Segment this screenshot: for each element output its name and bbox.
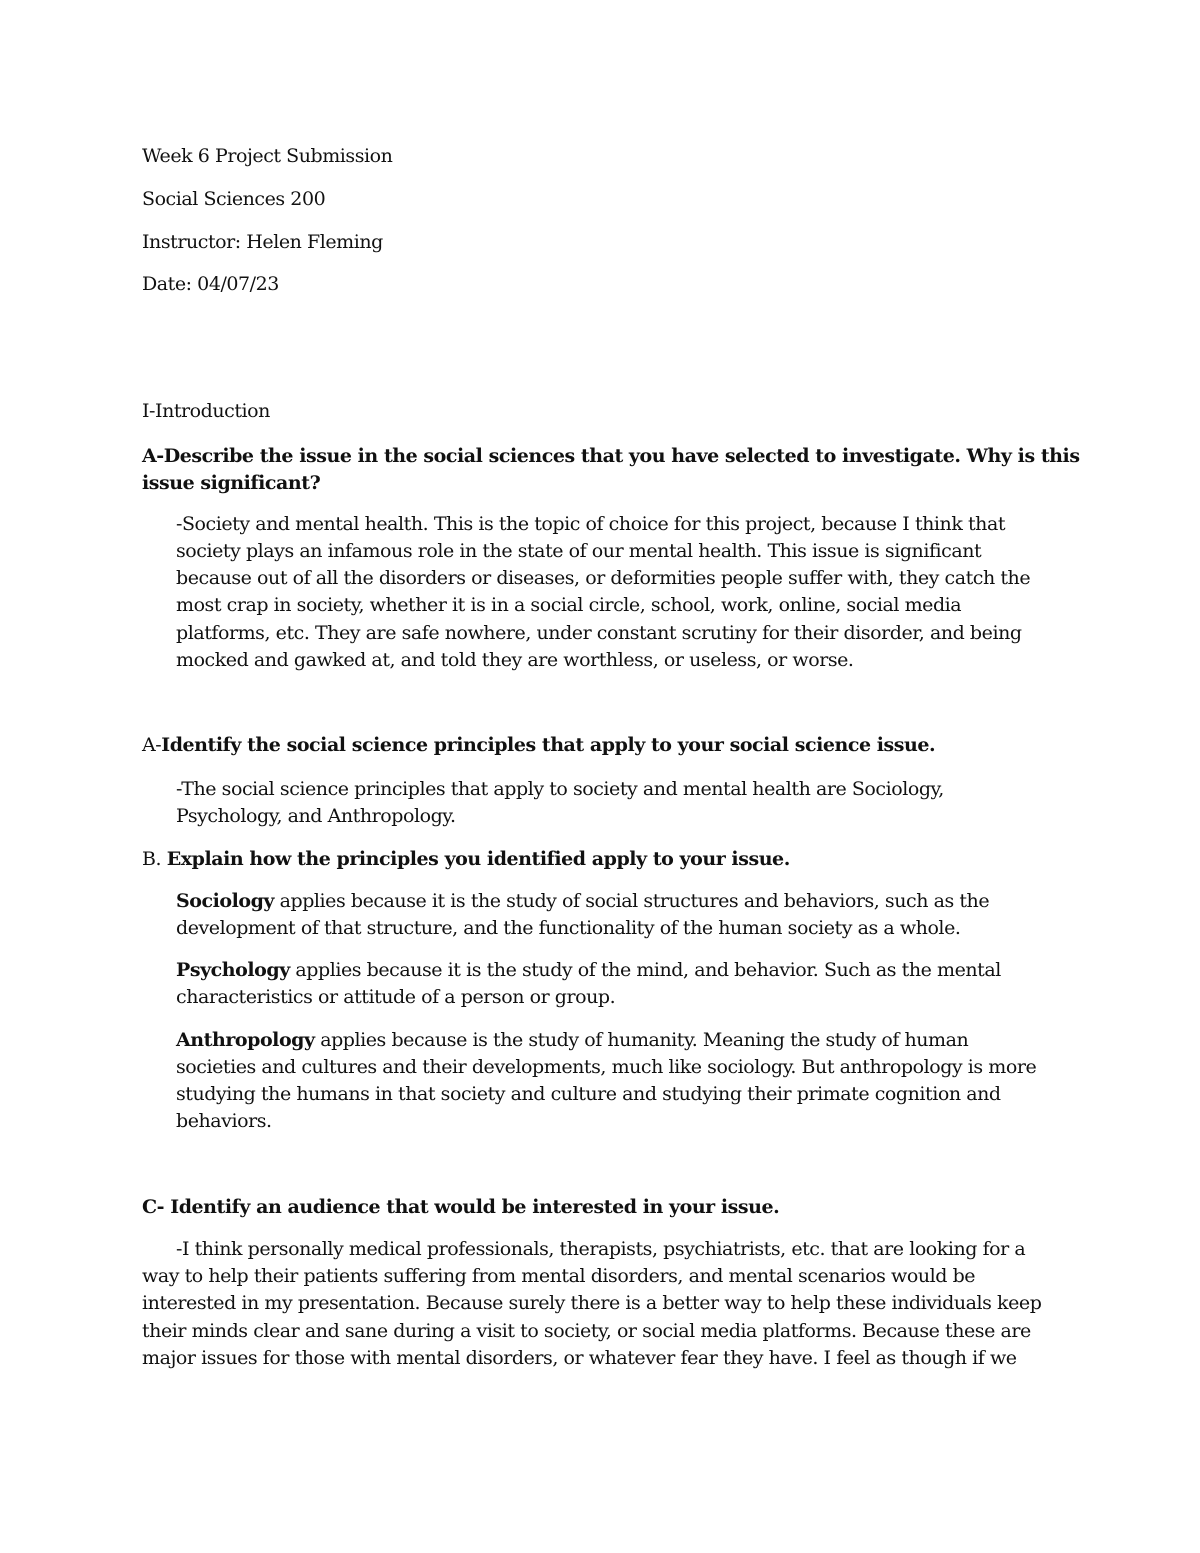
anthropology-text: applies because is the study of humanity. Meaning the study of human <box>314 1029 969 1051</box>
question-b <box>142 846 790 873</box>
question-b-prefix: B. <box>142 848 167 870</box>
anthropology-line-2: societies and cultures and their developments, much like sociology. But anthropology is more <box>176 1056 1037 1078</box>
answer-c-line: interested in my presentation. Because surely there is a better way to help these individuals keep <box>142 1292 1042 1314</box>
answer-c-line: way to help their patients suffering from mental disorders, and mental scenarios would be <box>142 1265 976 1287</box>
question-b-heading: Explain how the principles you identified apply to your issue. <box>166 848 790 870</box>
anthropology-line-4: behaviors. <box>176 1110 272 1132</box>
answer-a-describe-line: society plays an infamous role in the state of our mental health. This issue is significant <box>176 540 982 562</box>
submission-date: Date: 04/07/23 <box>142 273 279 295</box>
anthropology-term: Anthropology <box>176 1029 315 1051</box>
answer-c-line-1: -I think personally medical professionals, therapists, psychiatrists, etc. that are looking for a <box>176 1238 1026 1260</box>
question-a-identify-heading: Identify the social science principles that apply to your social science issue. <box>161 734 936 756</box>
psychology-line-1 <box>176 957 1001 984</box>
question-a-identify <box>142 732 935 759</box>
document-title: Week 6 Project Submission <box>142 145 393 167</box>
sociology-term: Sociology <box>176 890 275 912</box>
psychology-term: Psychology <box>176 959 290 981</box>
question-a-describe-line-2: issue significant? <box>142 472 321 494</box>
answer-a-describe-line: mocked and gawked at, and told they are worthless, or useless, or worse. <box>176 649 854 671</box>
answer-a-describe-line: -Society and mental health. This is the topic of choice for this project, because I think that <box>176 513 1006 535</box>
question-c-heading: C- Identify an audience that would be interested in your issue. <box>142 1196 780 1218</box>
section-heading-introduction: I-Introduction <box>142 400 270 422</box>
answer-c-line: their minds clear and sane during a visit to society, or social media platforms. Because these are <box>142 1320 1031 1342</box>
anthropology-line-1 <box>176 1027 968 1054</box>
sociology-line-2: development of that structure, and the functionality of the human society as a whole. <box>176 917 961 939</box>
psychology-line-2: characteristics or attitude of a person or group. <box>176 986 616 1008</box>
instructor-name: Instructor: Helen Fleming <box>142 231 383 253</box>
sociology-line-1 <box>176 888 989 915</box>
answer-a-describe-line: because out of all the disorders or diseases, or deformities people suffer with, they catch the <box>176 567 1031 589</box>
answer-a-describe-line: platforms, etc. They are safe nowhere, under constant scrutiny for their disorder, and being <box>176 622 1022 644</box>
anthropology-line-3: studying the humans in that society and culture and studying their primate cognition and <box>176 1083 1001 1105</box>
answer-a-describe-line: most crap in society, whether it is in a social circle, school, work, online, social media <box>176 594 962 616</box>
answer-a-identify-line: Psychology, and Anthropology. <box>176 805 456 827</box>
psychology-text: applies because it is the study of the mind, and behavior. Such as the mental <box>289 959 1001 981</box>
answer-a-identify-line: -The social science principles that apply to society and mental health are Sociology, <box>176 778 944 800</box>
answer-c-line: major issues for those with mental disorders, or whatever fear they have. I feel as though if we <box>142 1347 1017 1369</box>
course-name: Social Sciences 200 <box>142 188 326 210</box>
sociology-text: applies because it is the study of social structures and behaviors, such as the <box>274 890 990 912</box>
question-a-describe-line-1: A-Describe the issue in the social sciences that you have selected to investigate. Why is this <box>142 445 1080 467</box>
question-a-identify-prefix: A- <box>142 734 162 756</box>
